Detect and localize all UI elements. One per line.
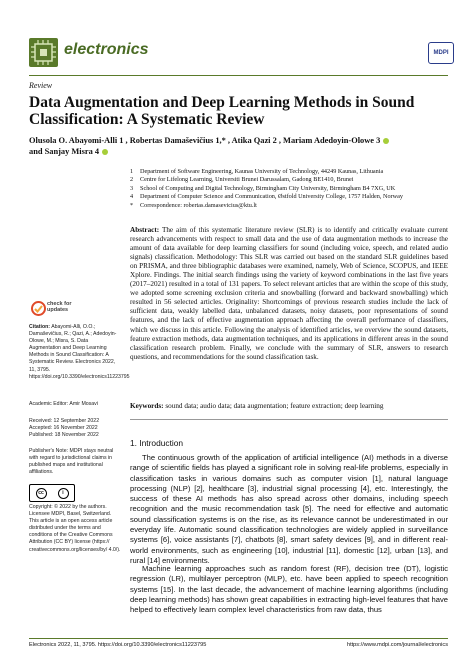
affiliation-item: 1 Department of Software Engineering, Kaunas University of Technology, 44249 Kaunas, Lithuania — [130, 168, 384, 175]
keywords-label: Keywords: — [130, 402, 164, 410]
published-date: Published: 18 November 2022 — [29, 432, 99, 439]
footer-journal-link[interactable]: https://www.mdpi.com/journal/electronics — [346, 642, 448, 648]
header-divider — [29, 75, 448, 76]
author-list — [29, 135, 449, 157]
abstract-text: The aim of this systematic literature review (SLR) is to identify and critically evaluate current research advancements with respect to small data and the use of data augmentation methods to increase the amount of data available for deep learning classifiers for sound (including voice, speech, and related audio signals) classification. Methodology: This SLR was carried out based on the standard SLR guidelines based on PRISMA, and three bibliographic databases were examined, namely, Web of Science, SCOPUS, and IEEE Xplore. Findings. The initial search findings using the variety of keyword combinations in the last five years (2017–2021) resulted in a total of 131 papers. To select relevant articles that are within the scope of this study, we adopted some screening exclusion criteria and snowballing (forward and backward snowballing) which resulted in 56 selected articles. Originality: Shortcomings of previous research studies include the lack of sufficient data, weakly labelled data, unbalanced datasets, noisy datasets, poor representations of sound features, and the lack of effective augmentation approach affecting the overall performance of classifiers, which we discuss in this article. Following the analysis of identified articles, we overview the sound datasets, feature extraction methods, data augmentation techniques, and its applications in different areas in the sound classification research problem. Finally, we conclude with the summary of SLR, answers to research questions, and recommendations for the sound classification task. — [130, 226, 448, 361]
footer-divider — [29, 638, 448, 639]
cc-icon: cc — [36, 488, 47, 499]
section-heading: 1. Introduction — [130, 438, 184, 448]
intro-paragraph-2: Machine learning approaches such as random forest (RF), decision tree (DT), logistic regression (LR), multilayer perceptron (MLP), etc. have been applied to speech recognition systems [15]. In the last decade, the advancement of machine learning algorithms (including deep learning methods) has shown great capabilities in extracting high-level features that have helped to effectively learn complex level characteristics from raw data, thus — [130, 564, 448, 615]
cc-by-license-icon[interactable] — [29, 484, 75, 502]
publisher-note: Publisher's Note: MDPI stays neutral with regard to jurisdictional claims in published maps and institutional affiliations. — [29, 448, 114, 476]
author-line-1 — [29, 135, 449, 146]
abstract-divider — [130, 419, 448, 420]
affiliation-item: 4 Department of Computer Science and Communication, Østfold University College, 1757 Halden, Norway — [130, 193, 403, 201]
abstract — [130, 226, 448, 362]
publication-dates — [29, 418, 121, 439]
academic-editor: Academic Editor: Amir Mosavi — [29, 401, 98, 407]
attribution-icon: i — [58, 488, 69, 499]
authors-text-1[interactable]: Olusola O. Abayomi-Alli 1 , Robertas Damaševičius 1,* , Atika Qazi 2 , Mariam Adedoyin-Olowe 3 — [29, 136, 381, 145]
accepted-date: Accepted: 16 November 2022 — [29, 425, 98, 432]
affiliation-item: 2 Centre for Lifelong Learning, Universiti Brunei Darussalam, Gadong BE1410, Brunei — [130, 176, 354, 184]
authors-text-2[interactable]: and Sanjay Misra 4 — [29, 147, 100, 156]
author-line-2 — [29, 146, 449, 157]
intro-paragraph-1: The continuous growth of the application of artificial intelligence (AI) methods in a diverse range of scientific fields has played a significant role in solving real-life problems, especially in classification tasks in various domains such as computer vision [1], natural language processing (NLP) [2], healthcare [3], industrial signal processing [4], etc. Interestingly, the success of these AI methods has also spread across other domains, including speech recognition and the music recommendation task [5]. The need for effective and automatic sound classification systems is on the rise, as its relevance cannot be underestimated in our everyday life. Automatic sound classification technologies are widely applied in surveillance systems [6], voice assistants [7], chatbots [8], smart safety devices [9], and in different real-world environments, such as engineering [10], industrial [11], domestic [12], urban [13], and rural [14] environments. — [130, 453, 448, 565]
journal-name[interactable]: electronics — [64, 41, 149, 58]
article-title: Data Augmentation and Deep Learning Methods in Sound Classification: A Systematic Review — [29, 94, 415, 128]
check-for-updates-icon[interactable] — [31, 300, 46, 317]
check-for-updates[interactable]: check for updates — [47, 301, 72, 313]
orcid-icon[interactable] — [383, 138, 389, 144]
citation-label: Citation: — [29, 324, 51, 330]
publisher-logo[interactable]: MDPI — [428, 42, 454, 64]
article-type: Review — [29, 81, 53, 90]
journal-logo-icon — [29, 38, 58, 67]
keywords-text: sound data; audio data; data augmentation; feature extraction; deep learning — [165, 402, 384, 410]
abstract-label: Abstract: — [130, 226, 160, 234]
received-date: Received: 12 September 2022 — [29, 418, 100, 424]
footer-citation[interactable]: Electronics 2022, 11, 3795. https://doi.org/10.3390/electronics11223795 — [29, 642, 207, 648]
copyright-notice: Copyright: © 2022 by the authors. Licensee MDPI, Basel, Switzerland. This article is an open access article distributed under the terms and conditions of the Creative Commons Attribution (CC BY) license (https:// creativecommons.org/licenses/by/ 4.0/). — [29, 504, 121, 553]
correspondence[interactable]: * Correspondence: robertas.damasevicius@ktu.lt — [130, 201, 257, 209]
citation — [29, 324, 130, 381]
affiliations — [130, 168, 450, 210]
citation-text[interactable]: Abayomi-Alli, O.O.; Damaševičius, R.; Qazi, A.; Adedoyin-Olowe, M.; Misra, S. Data Augmentation and Deep Learning Methods in Sound Classification: A Systematic Review. Electronics 2022, 11, 3795. https://doi.org/10.3390/electronics11223795 — [29, 324, 130, 380]
orcid-icon[interactable] — [102, 149, 108, 155]
affiliation-item: 3 School of Computing and Digital Technology, Birmingham City University, Birmingham B4 7XG, UK — [130, 184, 396, 192]
keywords — [130, 402, 448, 411]
